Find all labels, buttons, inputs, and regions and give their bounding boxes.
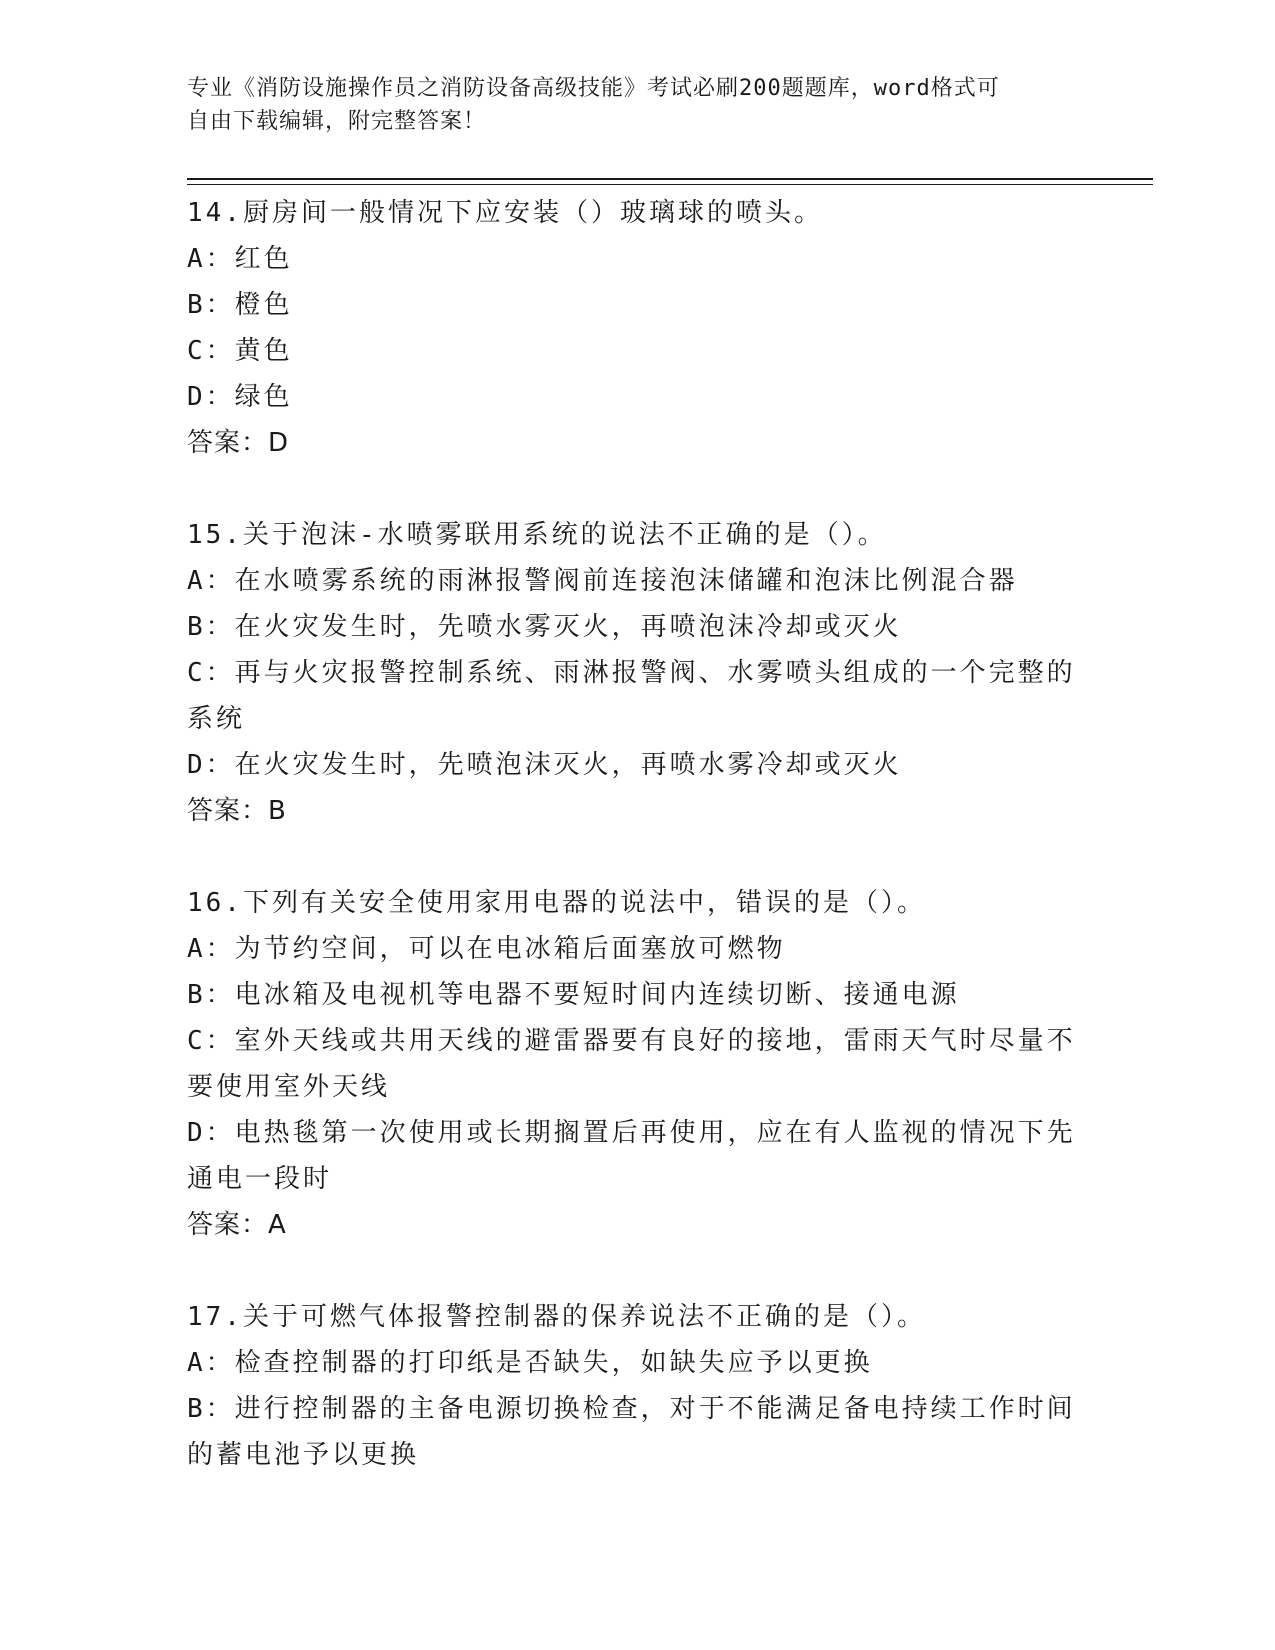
header-line-1: 专业《消防设施操作员之消防设备高级技能》考试必刷200题题库，word格式可 <box>187 76 1000 101</box>
option-line: A：红色 <box>187 244 293 274</box>
option-line: 系统 <box>187 704 246 734</box>
option-line: B：进行控制器的主备电源切换检查，对于不能满足备电持续工作时间 <box>187 1394 1076 1424</box>
option-line: A：在水喷雾系统的雨淋报警阀前连接泡沫储罐和泡沫比例混合器 <box>187 566 1018 596</box>
answer-text: 答案：D <box>187 428 290 458</box>
spacer <box>187 834 1087 880</box>
question-text: 17.关于可燃气体报警控制器的保养说法不正确的是（）。 <box>187 1302 926 1332</box>
document-header <box>187 72 1087 138</box>
option-line: C：再与火灾报警控制系统、雨淋报警阀、水雾喷头组成的一个完整的 <box>187 658 1076 688</box>
option-line: B：橙色 <box>187 290 293 320</box>
question-list <box>187 190 1087 1478</box>
option-line: C：黄色 <box>187 336 293 366</box>
spacer <box>187 1248 1087 1294</box>
option-line: 的蓄电池予以更换 <box>187 1440 420 1470</box>
question-text: 14.厨房间一般情况下应安装（）玻璃球的喷头。 <box>187 198 823 228</box>
option-line: 要使用室外天线 <box>187 1072 391 1102</box>
option-line: B：电冰箱及电视机等电器不要短时间内连续切断、接通电源 <box>187 980 960 1010</box>
option-line: D：绿色 <box>187 382 293 412</box>
answer-text: 答案：A <box>187 1210 287 1240</box>
option-line: D：在火灾发生时，先喷泡沫灭火，再喷水雾冷却或灭火 <box>187 750 902 780</box>
header-divider-thin <box>187 184 1153 185</box>
option-line: B：在火灾发生时，先喷水雾灭火，再喷泡沫冷却或灭火 <box>187 612 902 642</box>
option-line: 通电一段时 <box>187 1164 333 1194</box>
option-line: C：室外天线或共用天线的避雷器要有良好的接地，雷雨天气时尽量不 <box>187 1026 1076 1056</box>
header-divider-thick <box>187 178 1153 180</box>
question-block <box>187 512 1087 834</box>
header-line-2: 自由下载编辑，附完整答案！ <box>187 109 487 134</box>
question-block <box>187 190 1087 466</box>
option-line: D：电热毯第一次使用或长期搁置后再使用，应在有人监视的情况下先 <box>187 1118 1076 1148</box>
question-block <box>187 1294 1087 1478</box>
question-text: 16.下列有关安全使用家用电器的说法中，错误的是（）。 <box>187 888 926 918</box>
option-line: A：检查控制器的打印纸是否缺失，如缺失应予以更换 <box>187 1348 873 1378</box>
option-line: A：为节约空间，可以在电冰箱后面塞放可燃物 <box>187 934 786 964</box>
answer-text: 答案：B <box>187 796 287 826</box>
question-text: 15.关于泡沫-水喷雾联用系统的说法不正确的是（）。 <box>187 520 887 550</box>
question-block <box>187 880 1087 1248</box>
spacer <box>187 466 1087 512</box>
